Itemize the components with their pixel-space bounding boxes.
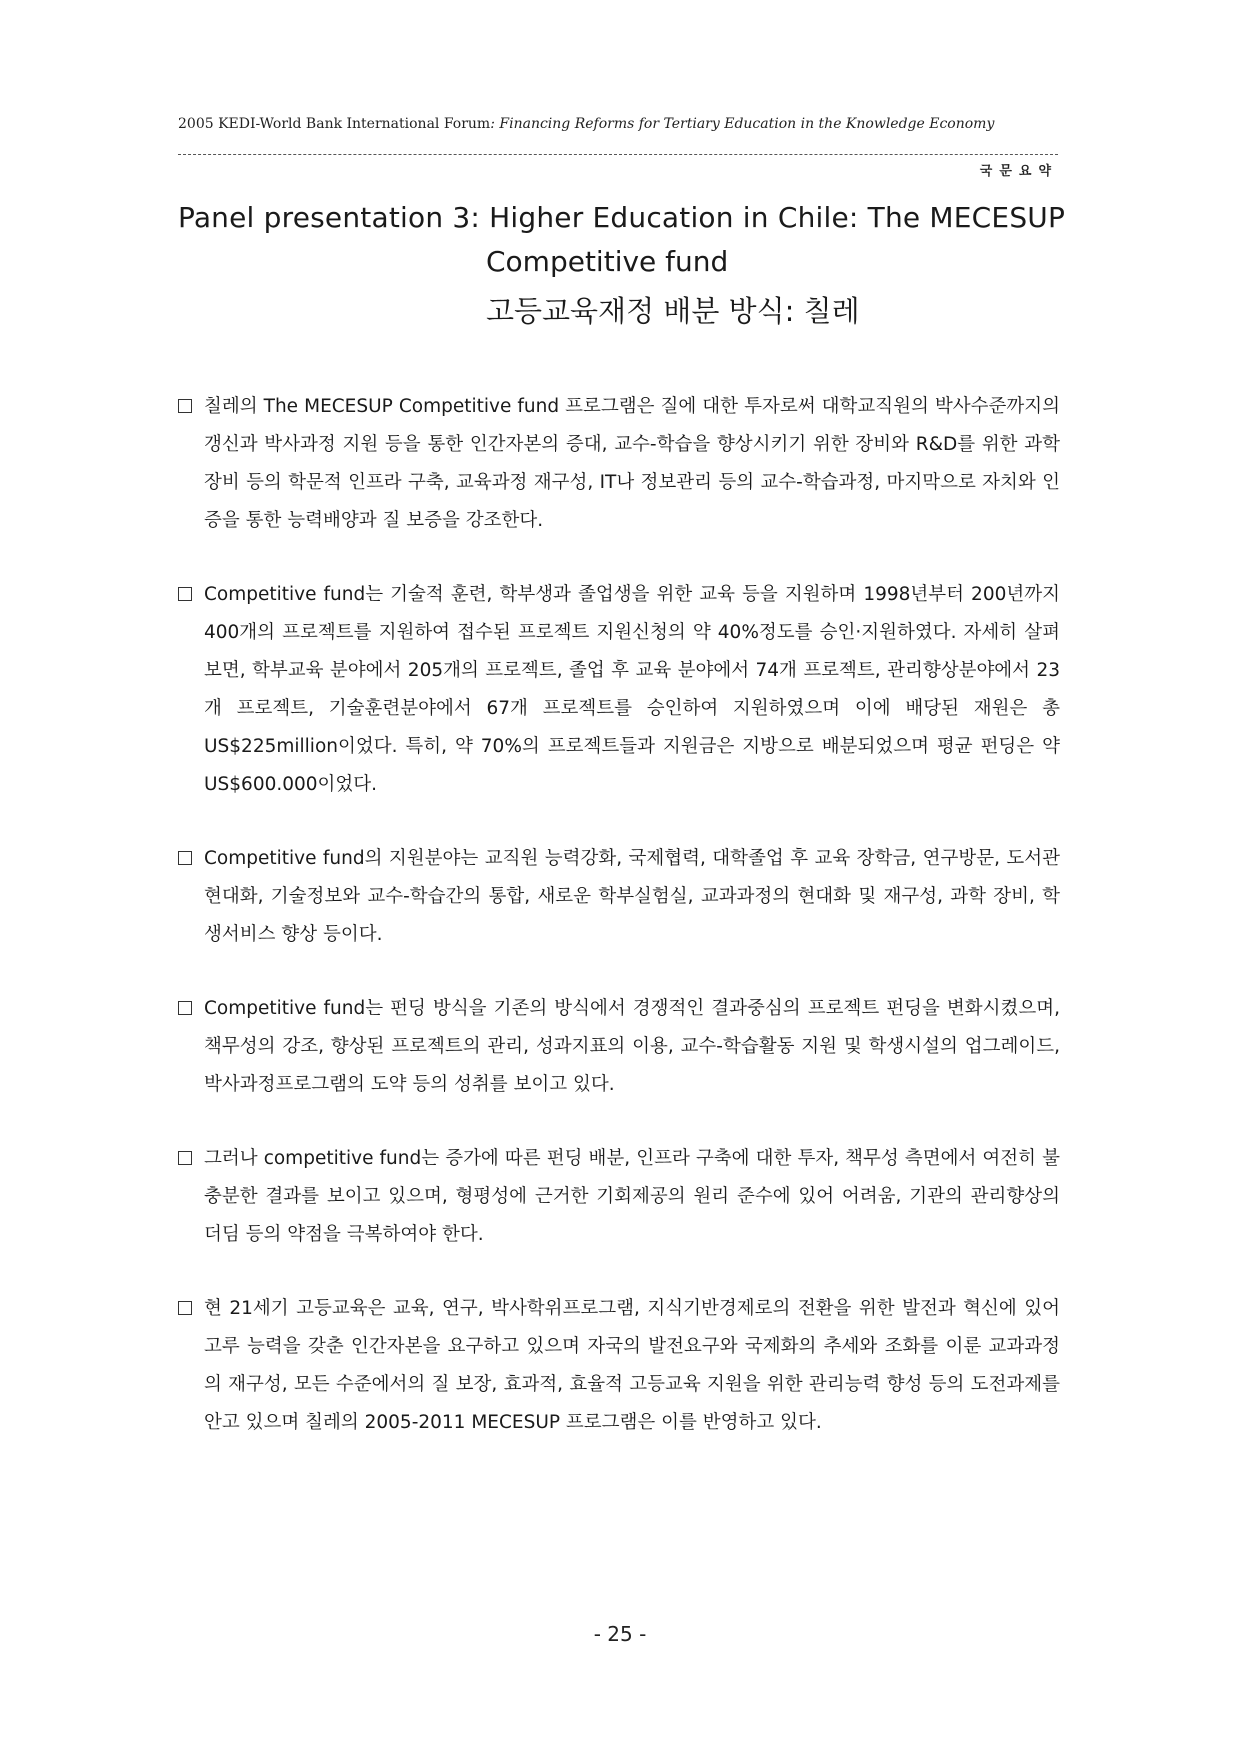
checkbox-bullet-icon xyxy=(178,1301,192,1315)
checkbox-bullet-icon xyxy=(178,851,192,865)
paragraph-text: Competitive fund는 기술적 훈련, 학부생과 졸업생을 위한 교육 등을 지원하며 1998년부터 200년까지 400개의 프로젝트를 지원하여 접수된 프로젝트 지원신청의 약 40%정도를 승인·지원하였다. 자세히 살펴보면, 학부교육 분야에서 205개의 프로젝트, 졸업 후 교육 분야에서 74개 프로젝트, 관리향상분야에서 23개 프로젝트, 기술훈련분야에서 67개 프로젝트를 승인하여 지원하였으며 이에 배당된 재원은 총 US$225million이었다. 특히, 약 70%의 프로젝트들과 지원금은 지방으로 배분되었으며 평균 펀딩은 약 US$600.000이었다. xyxy=(204,584,1060,795)
paragraph-text: Competitive fund는 펀딩 방식을 기존의 방식에서 경쟁적인 결과중심의 프로젝트 펀딩을 변화시켰으며, 책무성의 강조, 향상된 프로젝트의 관리, 성과지표의 이용, 교수-학습활동 지원 및 학생시설의 업그레이드, 박사과정프로그램의 도약 등의 성취를 보이고 있다. xyxy=(204,998,1060,1095)
running-header-subtitle: : Financing Reforms for Tertiary Education in the Knowledge Economy xyxy=(490,116,995,132)
summary-paragraph xyxy=(178,1140,1060,1254)
title-korean: 고등교육재정 배분 방식: 칠레 xyxy=(486,294,860,328)
paragraph-text: 칠레의 The MECESUP Competitive fund 프로그램은 질에 대한 투자로써 대학교직원의 박사수준까지의 갱신과 박사과정 지원 등을 통한 인간자본의 증대, 교수-학습을 향상시키기 위한 장비와 R&D를 위한 과학 장비 등의 학문적 인프라 구축, 교육과정 재구성, IT나 정보관리 등의 교수-학습과정, 마지막으로 자치와 인증을 통한 능력배양과 질 보증을 강조한다. xyxy=(204,396,1060,531)
paragraph-text: 그러나 competitive fund는 증가에 따른 펀딩 배분, 인프라 구축에 대한 투자, 책무성 측면에서 여전히 불충분한 결과를 보이고 있으며, 형평성에 근거한 기회제공의 원리 준수에 있어 어려움, 기관의 관리향상의 더딤 등의 약점을 극복하여야 한다. xyxy=(204,1148,1060,1245)
title-english-line2: Competitive fund xyxy=(486,245,729,278)
summary-paragraph xyxy=(178,576,1060,804)
checkbox-bullet-icon xyxy=(178,587,192,601)
checkbox-bullet-icon xyxy=(178,399,192,413)
paragraph-text: Competitive fund의 지원분야는 교직원 능력강화, 국제협력, 대학졸업 후 교육 장학금, 연구방문, 도서관 현대화, 기술정보와 교수-학습간의 통합, 새로운 학부실험실, 교과과정의 현대화 및 재구성, 과학 장비, 학생서비스 향상 등이다. xyxy=(204,848,1060,945)
paragraph-text: 현 21세기 고등교육은 교육, 연구, 박사학위프로그램, 지식기반경제로의 전환을 위한 발전과 혁신에 있어 고루 능력을 갖춘 인간자본을 요구하고 있으며 자국의 발전요구와 국제화의 추세와 조화를 이룬 교과과정의 재구성, 모든 수준에서의 질 보장, 효과적, 효율적 고등교육 지원을 위한 관리능력 향성 등의 도전과제를 안고 있으며 칠레의 2005-2011 MECESUP 프로그램은 이를 반영하고 있다. xyxy=(204,1298,1060,1433)
summary-paragraph xyxy=(178,1290,1060,1442)
header-divider xyxy=(178,154,1058,155)
section-label: 국문요약 xyxy=(979,164,1058,179)
checkbox-bullet-icon xyxy=(178,1151,192,1165)
running-header xyxy=(178,116,1058,132)
summary-paragraph xyxy=(178,840,1060,954)
summary-body xyxy=(178,388,1060,1478)
title-block xyxy=(178,196,1066,336)
page-number: - 25 - xyxy=(593,1622,647,1646)
summary-paragraph xyxy=(178,990,1060,1104)
running-header-series: 2005 KEDI-World Bank International Forum xyxy=(178,116,491,132)
checkbox-bullet-icon xyxy=(178,1001,192,1015)
title-english-line1: Panel presentation 3: Higher Education in Chile: The MECESUP xyxy=(178,201,1066,234)
summary-paragraph xyxy=(178,388,1060,540)
